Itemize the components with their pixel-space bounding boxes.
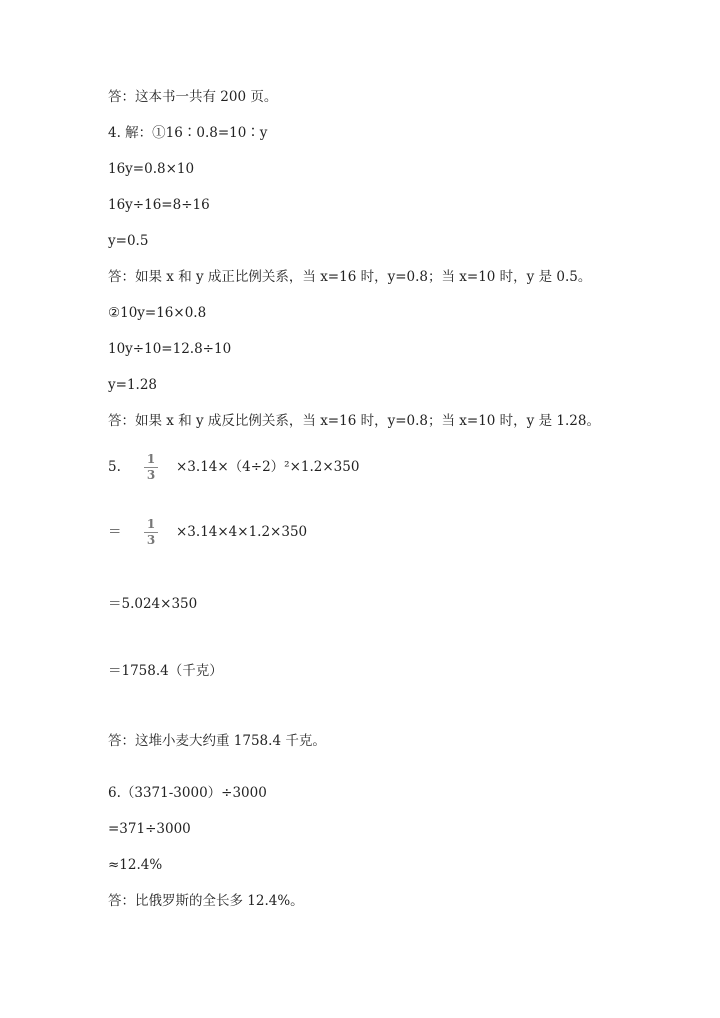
q5-line3: ＝5.024×350 [108,596,198,612]
q5-line2-rest: ×3.14×4×1.2×350 [176,524,308,540]
line-q4-step2: 16y÷16=8÷16 [108,197,210,213]
line-q4-answer1: 答：如果 x 和 y 成正比例关系，当 x=16 时，y=0.8；当 x=10 时，y 是 0.5。 [108,269,592,285]
line-answer-book: 答：这本书一共有 200 页。 [108,89,278,105]
q5-fraction-2 [144,518,158,547]
line-q4-part2-header: ②10y=16×0.8 [108,305,207,321]
line-q4-header: 4. 解：①16∶0.8=10∶y [108,125,268,141]
q5-line1-rest: ×3.14×（4÷2）²×1.2×350 [176,459,360,475]
line-q4-answer2: 答：如果 x 和 y 成反比例关系，当 x=16 时，y=0.8；当 x=10 时，y 是 1.28。 [108,413,600,429]
fraction-denominator: 3 [146,533,156,547]
q5-label: 5. [108,459,121,475]
q5-answer: 答：这堆小麦大约重 1758.4 千克。 [108,733,326,749]
q6-line3: ≈12.4% [108,857,163,873]
line-q4-part2-step2: y=1.28 [108,377,157,393]
fraction-numerator: 1 [146,452,156,466]
q6-line2: =371÷3000 [108,821,191,837]
q5-line4: ＝1758.4（千克） [108,663,223,679]
line-q4-step1: 16y=0.8×10 [108,161,195,177]
q6-answer: 答：比俄罗斯的全长多 12.4%。 [108,893,304,909]
q6-line1: 6.（3371-3000）÷3000 [108,785,267,801]
q5-line2-eq: ＝ [108,524,122,540]
line-q4-part2-step1: 10y÷10=12.8÷10 [108,341,232,357]
q5-fraction-1 [144,453,158,482]
fraction-numerator: 1 [146,517,156,531]
line-q4-step3: y=0.5 [108,233,149,249]
fraction-denominator: 3 [146,468,156,482]
